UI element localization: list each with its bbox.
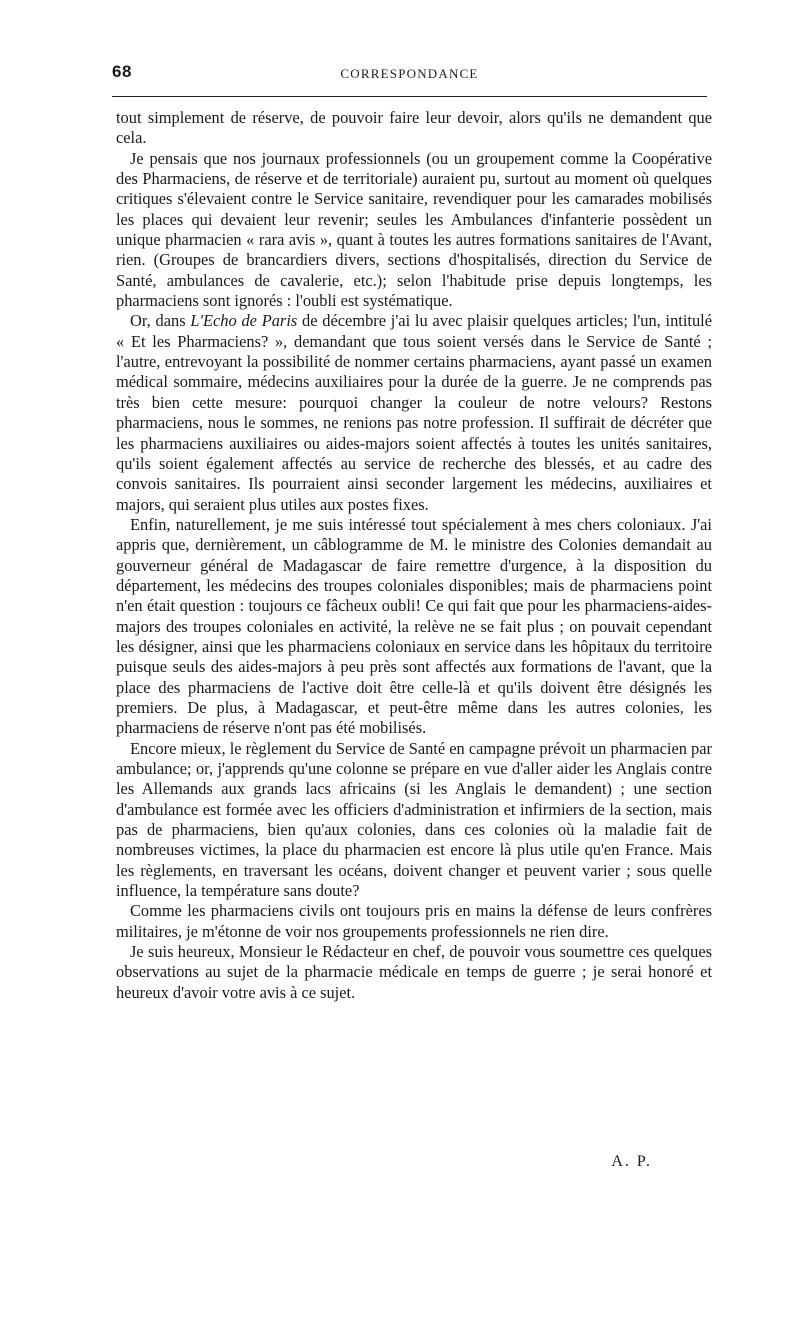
paragraph	[116, 311, 712, 514]
page-header	[112, 62, 707, 88]
paragraph-continuation: tout simplement de réserve, de pouvoir faire leur devoir, alors qu'ils ne demandent que cela.	[116, 108, 712, 148]
running-title: CORRESPONDANCE	[340, 66, 479, 81]
header-rule	[112, 96, 707, 97]
paragraph: Je pensais que nos journaux professionnels (ou un groupement comme la Coopérative des Pharmaciens, de réserve et de territoriale) auraient pu, surtout au moment où quelques critiques s'élevaient contre le Service sanitaire, revendiquer pour les camarades mobilisés les places qui devaient leur revenir; seules les Ambulances d'infanterie possèdent un unique pharmacien « rara avis », quant à toutes les autres formations sanitaires de l'Avant, rien. (Groupes de brancardiers divers, sections d'hospitalisés, direction du Service de Santé, ambulances de cavalerie, etc.); selon l'habitude prise depuis longtemps, les pharmaciens sont ignorés : l'oubli est systématique.	[116, 148, 712, 311]
text-run: de décembre j'ai lu avec plaisir quelques articles; l'un, intitulé « Et les Pharmaciens? », demandant que tous soient versés dans le Service de Santé ; l'autre, entrevoyant la possibilité de nommer certains pharmaciens, ayant passé un examen médical sommaire, médecins auxiliaires pour la durée de la guerre. Je ne comprends pas très bien cette mesure: pourquoi changer la couleur de notre velours? Restons pharmaciens, nous le sommes, ne renions pas notre profession. Il suffirait de décréter que les pharmaciens auxiliaires ou aides-majors soient affectés à toutes les unités sanitaires, qu'ils soient également affectés au service de recherche des blessés, et au cadre des convois sanitaires. Ils pourraient ainsi seconder largement les médecins, auxiliaires et majors, qui seraient plus utiles aux postes fixes.	[116, 311, 712, 514]
signature-initials: A. P.	[611, 1153, 652, 1170]
paragraph: Enfin, naturellement, je me suis intéressé tout spécialement à mes chers coloniaux. J'ai appris que, dernièrement, un câblogramme de M. le ministre des Colonies demandait au gouverneur général de Madagascar de faire remettre d'urgence, à la disposition du département, les médecins des troupes coloniales disponibles; mais de pharmaciens point n'en était question : toujours ce fâcheux oubli! Ce qui fait que pour les pharmaciens-aides-majors des troupes coloniales en activité, la relève ne se fait plus ; on pouvait cependant les désigner, ainsi que les pharmaciens coloniaux en service dans les hôpitaux du territoire puisque seuls des aides-majors à peu près sont affectés aux formations de l'avant, que la place des pharmaciens de l'active doit être celle-là et qu'ils doivent être désignés les premiers. De plus, à Madagascar, et peut-être même dans les autres colonies, les pharmaciens de réserve n'ont pas été mobilisés.	[116, 514, 712, 738]
paragraph: Encore mieux, le règlement du Service de Santé en campagne prévoit un pharmacien par ambulance; or, j'apprends qu'une colonne se prépare en vue d'aller aider les Anglais contre les Allemands aux grands lacs africains (si les Anglais le demandent) ; une section d'ambulance est formée avec les officiers d'administration et infirmiers de la section, mais pas de pharmaciens, bien qu'aux colonies, dans ces colonies où la maladie fait de nombreuses victimes, la place du pharmacien est encore là plus utile qu'en France. Mais les règlements, en traversant les océans, doivent changer et peuvent varier ; sous quelle influence, la température sans doute?	[116, 738, 712, 901]
paragraph: Je suis heureux, Monsieur le Rédacteur en chef, de pouvoir vous soumettre ces quelques observations au sujet de la pharmacie médicale en temps de guerre ; je serai honoré et heureux d'avoir votre avis à ce sujet.	[116, 942, 712, 1002]
page-number: 68	[112, 62, 132, 81]
newspaper-title: L'Echo de Paris	[190, 311, 298, 331]
letter-body	[116, 108, 712, 1003]
paragraph: Comme les pharmaciens civils ont toujours pris en mains la défense de leurs confrères militaires, je m'étonne de voir nos groupements professionnels ne rien dire.	[116, 901, 712, 941]
text-run: Or, dans	[130, 311, 191, 331]
